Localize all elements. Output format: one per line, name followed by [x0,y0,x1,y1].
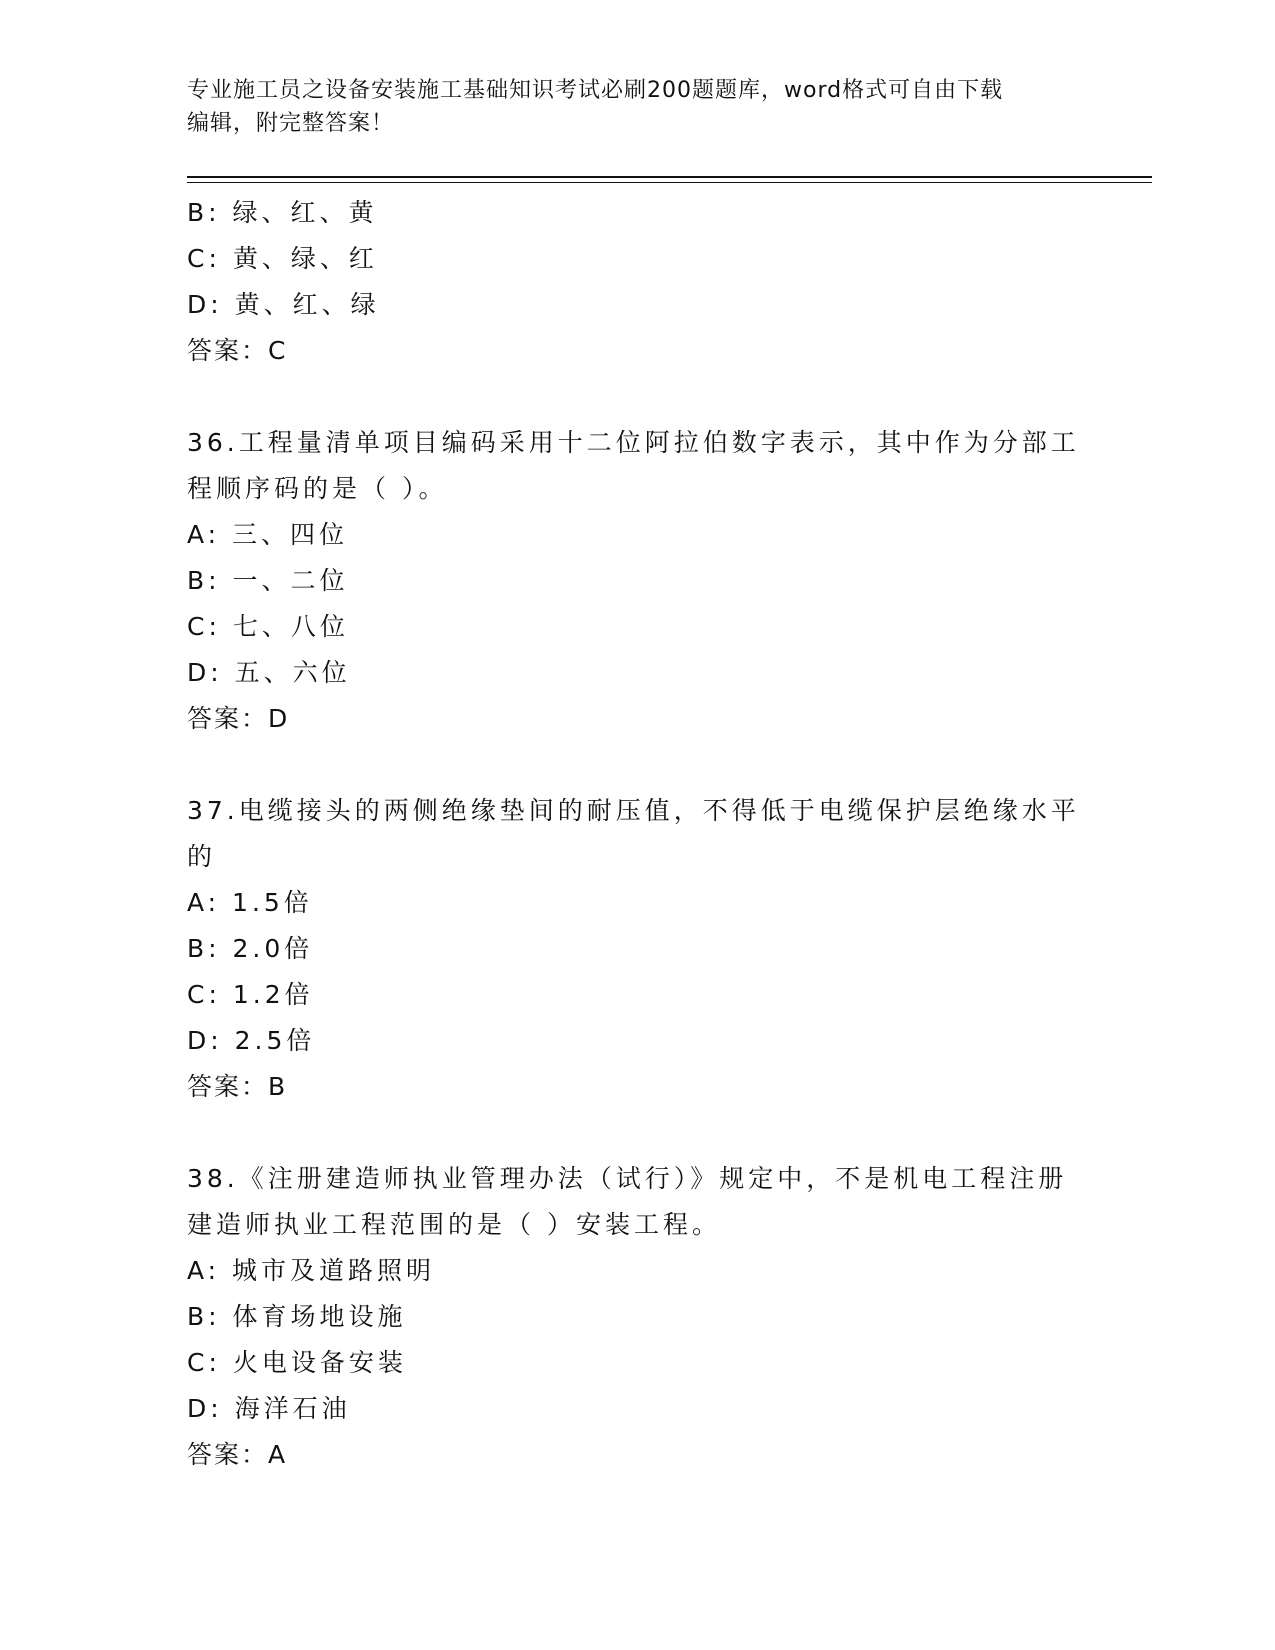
question-stem-line-2: 的 [187,842,217,871]
question-stem-line-2: 程顺序码的是（ ）。 [187,474,448,503]
option-b: B: 体育场地设施 [187,1302,407,1331]
document-header [187,74,1067,140]
answer-line: 答案：A [187,1440,288,1469]
question-37 [187,788,1087,1110]
header-title-line-2: 编辑，附完整答案！ [187,111,395,136]
question-stem-line-1: 38.《注册建造师执业管理办法（试行）》规定中，不是机电工程注册 [187,1164,1068,1193]
spacer [187,374,1087,420]
option-c: C: 七、八位 [187,612,349,641]
question-stem-line-1: 36.工程量清单项目编码采用十二位阿拉伯数字表示，其中作为分部工 [187,428,1080,457]
header-title-line-1: 专业施工员之设备安装施工基础知识考试必刷200题题库，word格式可自由下载 [187,78,1004,103]
question-content [187,190,1087,1478]
option-a: A: 1.5倍 [187,888,313,917]
option-c: C: 火电设备安装 [187,1348,407,1377]
option-a: A: 三、四位 [187,520,349,549]
option-b: B: 一、二位 [187,566,349,595]
question-stem-line-2: 建造师执业工程范围的是（ ）安装工程。 [187,1210,721,1239]
option-b: B: 绿、红、黄 [187,198,378,227]
option-d: D: 海洋石油 [187,1394,351,1423]
option-d: D: 黄、红、绿 [187,290,380,319]
header-divider-thick [187,176,1152,178]
question-38 [187,1156,1087,1478]
question-35-tail [187,190,1087,374]
header-divider-thin [187,182,1152,183]
spacer [187,1110,1087,1156]
question-stem-line-1: 37.电缆接头的两侧绝缘垫间的耐压值，不得低于电缆保护层绝缘水平 [187,796,1080,825]
option-c: C: 黄、绿、红 [187,244,378,273]
option-a: A: 城市及道路照明 [187,1256,436,1285]
answer-line: 答案：C [187,336,288,365]
answer-line: 答案：B [187,1072,288,1101]
option-d: D: 五、六位 [187,658,351,687]
spacer [187,742,1087,788]
answer-line: 答案：D [187,704,290,733]
option-b: B: 2.0倍 [187,934,314,963]
option-c: C: 1.2倍 [187,980,314,1009]
option-d: D: 2.5倍 [187,1026,316,1055]
question-36 [187,420,1087,742]
